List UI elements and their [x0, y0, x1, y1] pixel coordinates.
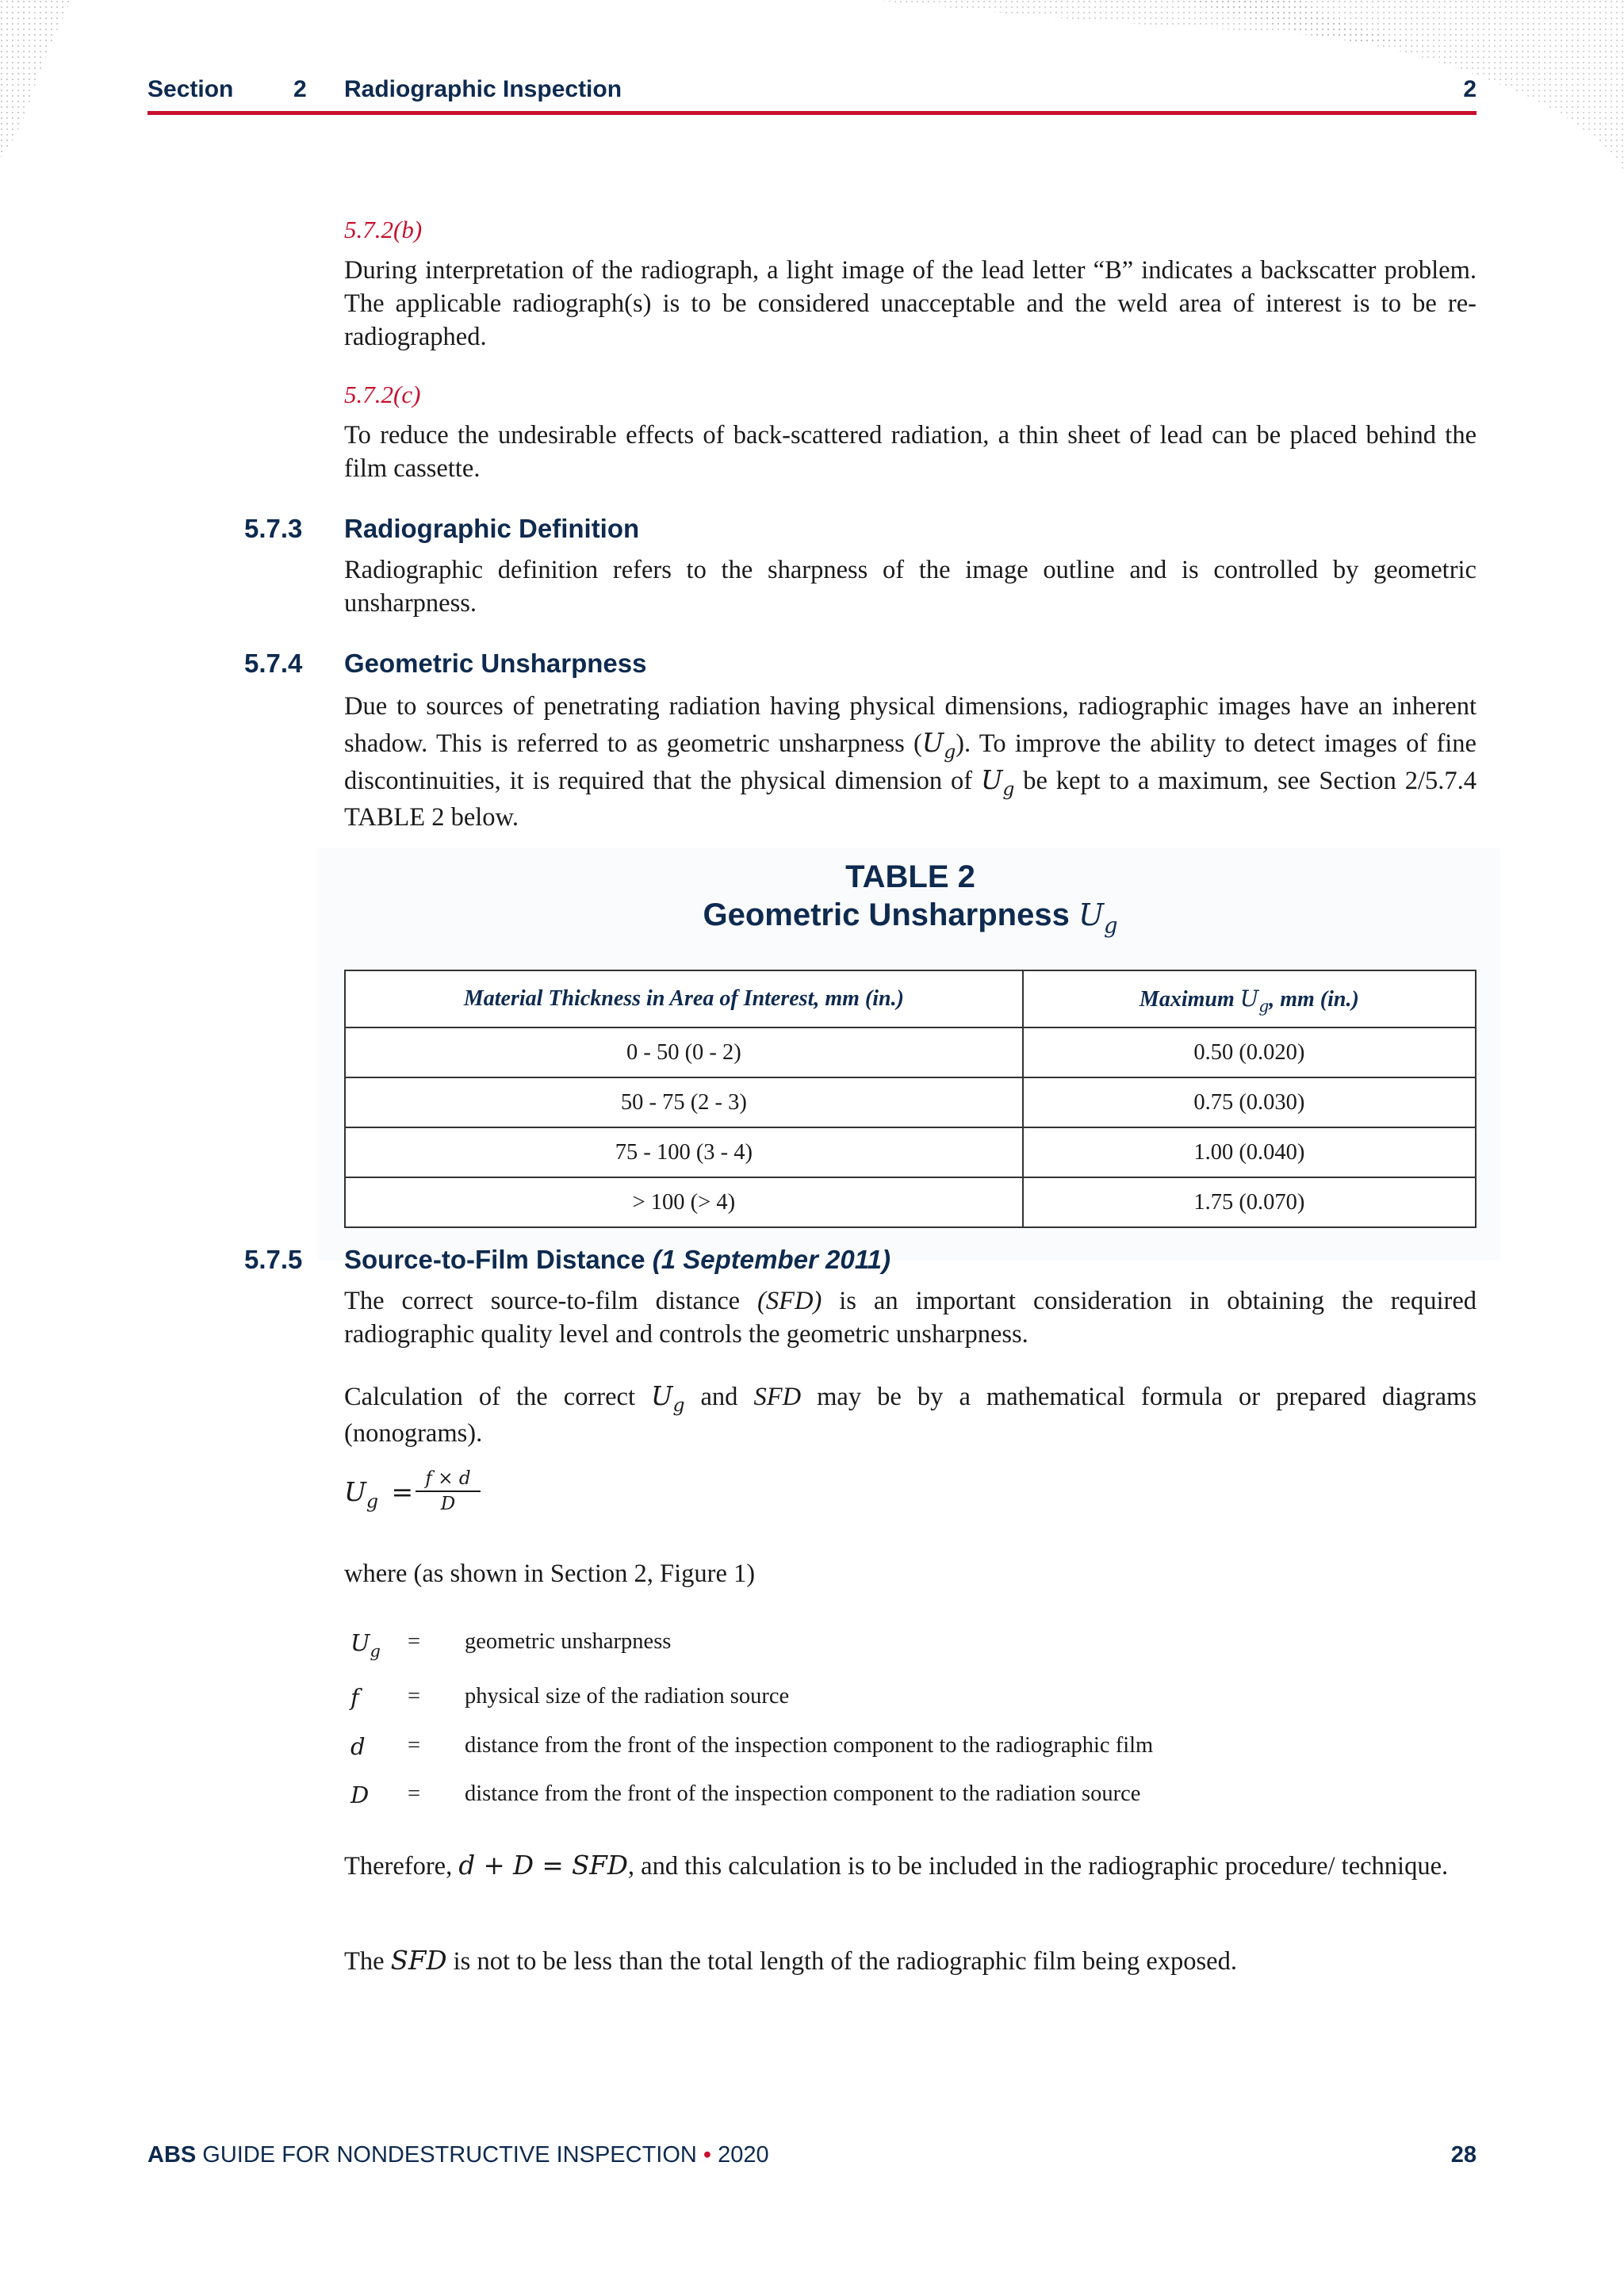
- ug-symbol: $U_g$: [1078, 897, 1118, 939]
- header-rule: [147, 111, 1477, 115]
- cell-max-ug: 0.50 (0.020): [1023, 1027, 1476, 1077]
- cell-thickness: 75 - 100 (3 - 4): [345, 1127, 1023, 1177]
- header-page-ref: 2: [1463, 76, 1477, 102]
- table-row: [345, 1077, 1476, 1127]
- paragraph-572b: During interpretation of the radiograph, a light image of the lead letter “B” indicates a backscatter problem. The applicable radiograph(s) is to be considered unacceptable and the weld area of interest is to be re-radiographed.: [344, 256, 1477, 351]
- paragraph-therefore: Therefore, d + D = SFD, and this calculation is to be included in the radiographic procedure/ technique.: [344, 1850, 1449, 1881]
- def-symbol-ug: $U_g$: [350, 1629, 381, 1661]
- def-symbol-f: f: [350, 1684, 359, 1711]
- page-footer: [147, 2142, 1477, 2174]
- table-title: Geometric Unsharpness $U_g$: [703, 897, 1118, 939]
- ug-symbol: $U_g$: [921, 728, 956, 763]
- sfd-symbol: SFD: [390, 1946, 447, 1976]
- paragraph-572c: To reduce the undesirable effects of back-scattered radiation, a thin sheet of lead can be placed behind the film cassette.: [344, 421, 1477, 483]
- col-header-max-ug: Maximum $U_g$, mm (in.): [1023, 970, 1476, 1027]
- col-header-thickness: Material Thickness in Area of Interest, mm (in.): [345, 970, 1023, 1027]
- def-symbol-d: d: [350, 1733, 366, 1760]
- cell-thickness: 0 - 50 (0 - 2): [345, 1027, 1023, 1077]
- cell-max-ug: 1.00 (0.040): [1023, 1127, 1476, 1177]
- footer-page-number: 28: [1450, 2142, 1477, 2168]
- ug-formula: $U_g$ = $\frac{f \times d}{D}$: [344, 1476, 413, 1507]
- paragraph-574: Due to sources of penetrating radiation having physical dimensions, radiographic images have an inherent shadow. This is referred to as geometric unsharpness $(U_g)$. To improve the ability to detect images of fine discontinuities, it is required that the physical dimension of $U_g$ be kept to a maximum, see Section 2/5.7.4 TABLE 2 below.: [344, 692, 1477, 832]
- formula-numerator: f × d: [416, 1468, 481, 1492]
- formula-fraction: [416, 1468, 481, 1514]
- subsection-id-572b: 5.7.2(b): [344, 216, 423, 243]
- section-number-574: 5.7.4: [244, 649, 303, 678]
- section-number-573: 5.7.3: [244, 514, 303, 543]
- footer-year: 2020: [718, 2142, 769, 2168]
- cell-thickness: > 100 (> 4): [345, 1177, 1023, 1227]
- formula-denominator: D: [440, 1494, 456, 1514]
- sfd-equation: d + D = SFD: [458, 1850, 628, 1881]
- table-row: [345, 1177, 1476, 1227]
- header-section-number: 2: [293, 76, 307, 102]
- page-header: [147, 71, 1477, 113]
- ug-symbol: $U_g$: [980, 765, 1015, 801]
- footer-guide-title: GUIDE FOR NONDESTRUCTIVE INSPECTION: [202, 2142, 697, 2168]
- section-title-574: Geometric Unsharpness: [344, 649, 647, 678]
- ug-symbol: $U_g$: [651, 1381, 685, 1417]
- subsection-id-572c: 5.7.2(c): [344, 381, 421, 408]
- cell-max-ug: 0.75 (0.030): [1023, 1077, 1476, 1127]
- where-line: where (as shown in Section 2, Figure 1): [344, 1559, 756, 1588]
- table-label: TABLE 2: [845, 859, 975, 894]
- table-geometric-unsharpness: [344, 970, 1477, 1228]
- paragraph-573: Radiographic definition refers to the sharpness of the image outline and is controlled by geometric unsharpness.: [344, 556, 1477, 618]
- ug-symbol: $U_g$: [344, 1476, 379, 1513]
- footer-bullet: •: [703, 2142, 712, 2168]
- section-number-575: 5.7.5: [244, 1245, 303, 1274]
- table-row: [345, 1027, 1476, 1077]
- table-row: [345, 1127, 1476, 1177]
- paragraph-sfd-limit: The SFD is not to be less than the total length of the radiographic film being exposed.: [344, 1946, 1237, 1976]
- def-symbol-D: D: [350, 1781, 370, 1808]
- paragraph-575-1: The correct source-to-film distance (SFD) is an important consideration in obtaining the required radiographic quality level and controls the geometric unsharpness.: [344, 1287, 1477, 1349]
- cell-max-ug: 1.75 (0.070): [1023, 1177, 1476, 1227]
- cell-thickness: 50 - 75 (2 - 3): [345, 1077, 1023, 1127]
- footer-brand: ABS: [147, 2142, 197, 2168]
- header-section-title: Radiographic Inspection: [344, 76, 622, 102]
- section-title-573: Radiographic Definition: [344, 514, 640, 543]
- table-header-row: [345, 970, 1476, 1027]
- section-title-575: Source-to-Film Distance (1 September 2011): [344, 1245, 891, 1274]
- paragraph-575-2: Calculation of the correct $U_g$ and SFD may be by a mathematical formula or prepared diagrams (nonograms).: [344, 1381, 1477, 1448]
- header-section-label: Section: [147, 76, 234, 102]
